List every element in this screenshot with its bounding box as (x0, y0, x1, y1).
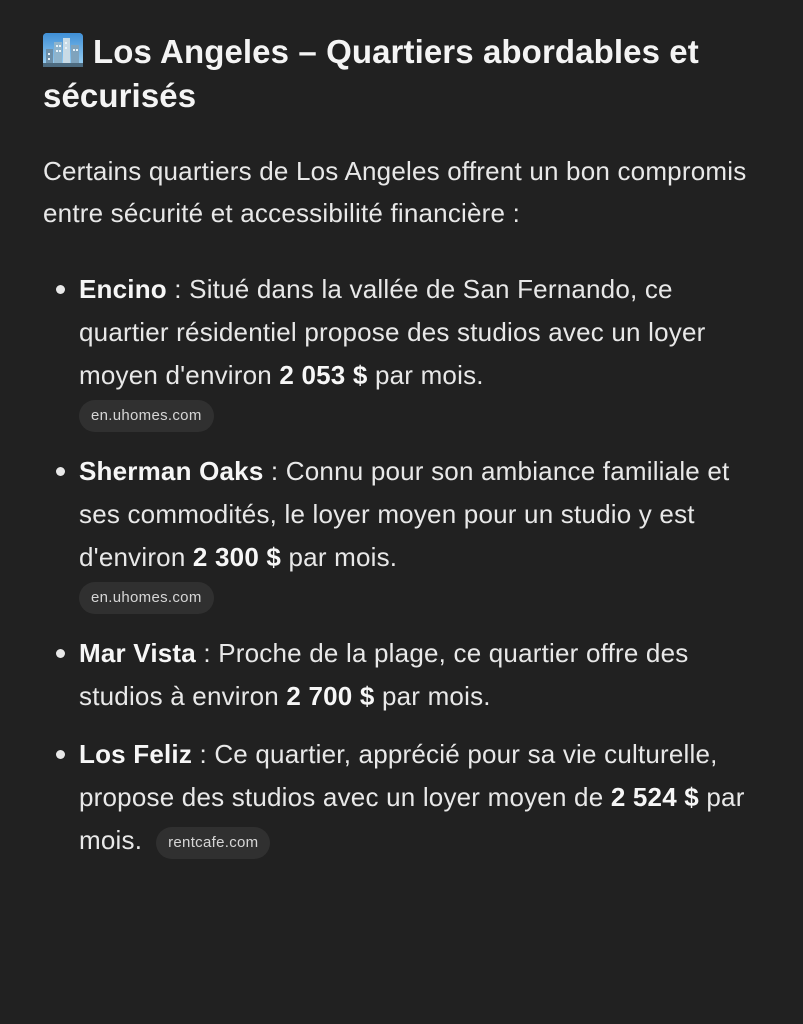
description-suffix: par mois. (79, 782, 745, 855)
neighborhood-name: Encino (79, 274, 167, 304)
neighborhood-name: Sherman Oaks (79, 456, 264, 486)
list-item (43, 450, 759, 617)
cityscape-emoji-icon (43, 33, 83, 67)
intro-paragraph: Certains quartiers de Los Angeles offrent un bon compromis entre sécurité et accessibilité financière : (43, 156, 747, 228)
neighborhood-name: Los Feliz (79, 739, 193, 769)
separator: : (195, 638, 219, 668)
neighborhood-name: Mar Vista (79, 638, 196, 668)
heading-text: Los Angeles – Quartiers abordables et sécurisés (43, 33, 699, 114)
neighborhood-list (43, 268, 759, 862)
separator: : (263, 456, 286, 486)
bullet-icon (56, 285, 65, 294)
description-suffix: par mois. (374, 681, 491, 711)
description-text: Connu pour son ambiance familiale et ses commodités, le loyer moyen pour un studio y est d'environ (79, 456, 730, 572)
description-text: Situé dans la vallée de San Fernando, ce quartier résidentiel propose des studios avec un loyer moyen d'environ (79, 274, 706, 390)
source-citation-chip[interactable]: en.uhomes.com (79, 400, 214, 432)
list-item (43, 632, 759, 718)
rent-price: 2 524 $ (610, 782, 699, 812)
rent-price: 2 700 $ (286, 681, 375, 711)
bullet-icon (56, 750, 65, 759)
rent-price: 2 300 $ (192, 542, 282, 572)
description-text: Proche de la plage, ce quartier offre des studios à environ (79, 638, 689, 711)
description-suffix: par mois. (367, 360, 484, 390)
source-citation-chip[interactable]: rentcafe.com (156, 827, 270, 859)
list-item (43, 733, 759, 862)
description-suffix: par mois. (281, 542, 398, 572)
description-text: Ce quartier, apprécié pour sa vie culturelle, propose des studios avec un loyer moyen de (79, 739, 718, 812)
bullet-icon (56, 649, 65, 658)
source-citation-chip[interactable]: en.uhomes.com (79, 582, 214, 614)
list-item (43, 268, 759, 435)
bullet-icon (56, 467, 65, 476)
separator: : (192, 739, 215, 769)
rent-price: 2 053 $ (279, 360, 368, 390)
section-heading (43, 30, 759, 118)
separator: : (166, 274, 190, 304)
